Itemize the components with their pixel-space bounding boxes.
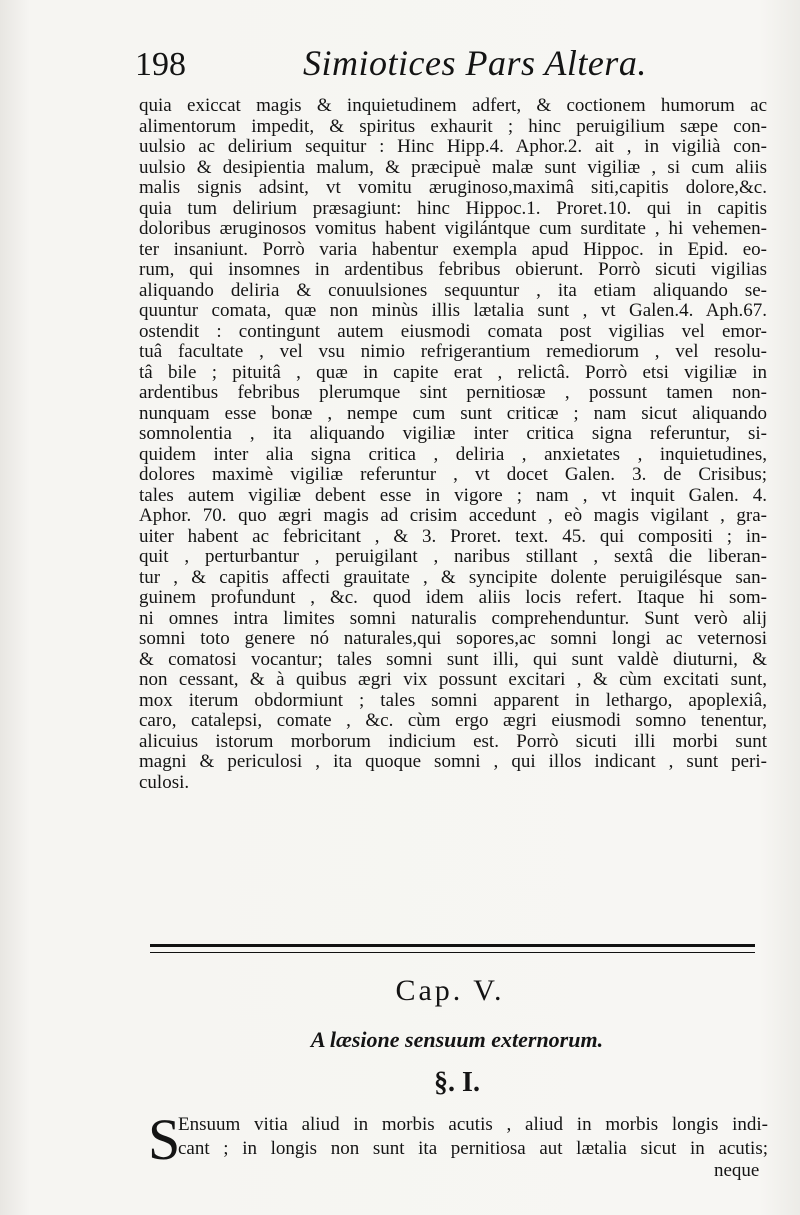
chapter-heading: Cap. V. <box>395 974 505 1007</box>
text-line: alicuius istorum morborum indicium est. Porrò sicuti illi morbi sunt <box>139 731 767 752</box>
text-line: ter insaniunt. Porrò varia habentur exempla apud Hippoc. in Epid. eo- <box>139 239 767 260</box>
text-line: ardentibus febribus plerumque sint pernitiosæ , possunt tamen non- <box>139 383 767 403</box>
text-line: uulsio ac delirium sequitur : Hinc Hipp.4. Aphor.2. ait , in vigilià con- <box>139 137 767 157</box>
text-line: & comatosi vocantur; tales somni sunt illi, qui sunt valdè diuturni, & <box>139 649 767 670</box>
text-line: ni omnes intra limites somni naturalis comprehenduntur. Sunt verò alij <box>139 608 767 629</box>
text-line: quia tum delirium præsagiunt: hinc Hippoc.1. Proret.10. qui in capitis <box>139 198 767 219</box>
main-paragraph <box>139 96 767 793</box>
text-line: alimentorum impedit, & spiritus exhaurit ; hinc peruigilium sæpe con- <box>139 116 767 137</box>
chapter-rule-thick <box>150 944 755 947</box>
text-line: culosi. <box>139 772 190 793</box>
text-line: uulsio & desipientia malum, & præcipuè malæ sunt vigiliæ , si cum aliis <box>139 157 767 178</box>
drop-cap: S <box>148 1107 181 1172</box>
text-line: tâ bile ; pituitâ , quæ in capite erat , relictâ. Porrò etsi vigiliæ in <box>139 362 767 383</box>
text-line: rum, qui insomnes in ardentibus febribus obierunt. Porrò sicuti vigilias <box>139 260 767 280</box>
text-line: uiter habent ac febricitant , & 3. Proret. text. 45. qui compositi ; in- <box>139 526 767 547</box>
text-line: quia exiccat magis & inquietudinem adfert, & coctionem humorum ac <box>139 96 767 116</box>
text-line: ostendit : contingunt autem eiusmodi comata post vigilias vel emor- <box>139 321 767 342</box>
text-line: mox iterum obdormiunt ; tales somni apparent in lethargo, apoplexiâ, <box>139 690 767 711</box>
chapter-subtitle: A læsione sensuum externorum. <box>310 1027 604 1052</box>
chapter-rule-thin <box>150 952 755 953</box>
text-line: doloribus æruginosos vomitus habent vigilántque cum surditate , hi vehemen- <box>139 219 767 239</box>
page-number: 198 <box>135 46 186 83</box>
text-line: aliquando deliria & conuulsiones sequuntur , ita etiam aliquando se- <box>139 280 767 301</box>
text-line: tuâ facultate , vel vsu nimio refrigerantium remediorum , vel resolu- <box>139 342 767 362</box>
text-line: nunquam esse bonæ , nempe cum sunt criticæ ; nam sicut aliquando <box>139 403 767 424</box>
text-line: tales autem vigiliæ debent esse in vigore ; nam , vt inquit Galen. 4. <box>139 485 767 506</box>
text-line: guinem profundunt , &c. quod idem aliis locis refert. Itaque hi som- <box>139 588 767 608</box>
catchword: neque <box>714 1160 760 1181</box>
text-line: dolores maximè vigiliæ referuntur , vt docet Galen. 3. de Crisibus; <box>139 465 767 485</box>
text-line: non cessant, & à quibus ægri vix possunt excitari , & cùm excitati sunt, <box>139 670 767 690</box>
text-line: caro, catalepsi, comate , &c. cùm ergo ægri eiusmodi somno tenentur, <box>139 711 767 731</box>
section-line: cant ; in longis non sunt ita pernitiosa aut lætalia sicut in acutis; <box>178 1138 768 1159</box>
section-heading: §. I. <box>434 1067 480 1098</box>
text-line: quit , perturbantur , peruigilant , naribus stillant , sextâ die liberan- <box>139 547 767 567</box>
text-line: malis signis adsint, vt vomitu æruginoso,maximâ siti,capitis dolore,&c. <box>139 178 767 198</box>
section-line: Ensuum vitia aliud in morbis acutis , aliud in morbis longis indi- <box>178 1114 768 1135</box>
text-line: quuntur comata, quæ non minùs illis lætalia sunt , vt Galen.4. Aph.67. <box>139 301 767 321</box>
text-line: magni & periculosi , ita quoque somni , qui illos indicant , sunt peri- <box>139 752 767 772</box>
text-line: tur , & capitis affecti grauitate , & syncipite dolente peruigilésque san- <box>139 567 767 588</box>
text-line: quidem inter alia signa critica , deliria , anxietates , inquietudines, <box>139 444 767 465</box>
text-line: somni toto genere nó naturales,qui sopores,ac somni longi ac veternosi <box>139 629 767 649</box>
running-head: Simiotices Pars Altera. <box>303 43 647 83</box>
text-line: Aphor. 70. quo ægri magis ad crisim accedunt , eò magis vigilant , gra- <box>139 506 767 526</box>
text-line: somnolentia , ita aliquando vigiliæ inter critica signa referuntur, si- <box>139 424 767 444</box>
page-header <box>135 40 755 90</box>
